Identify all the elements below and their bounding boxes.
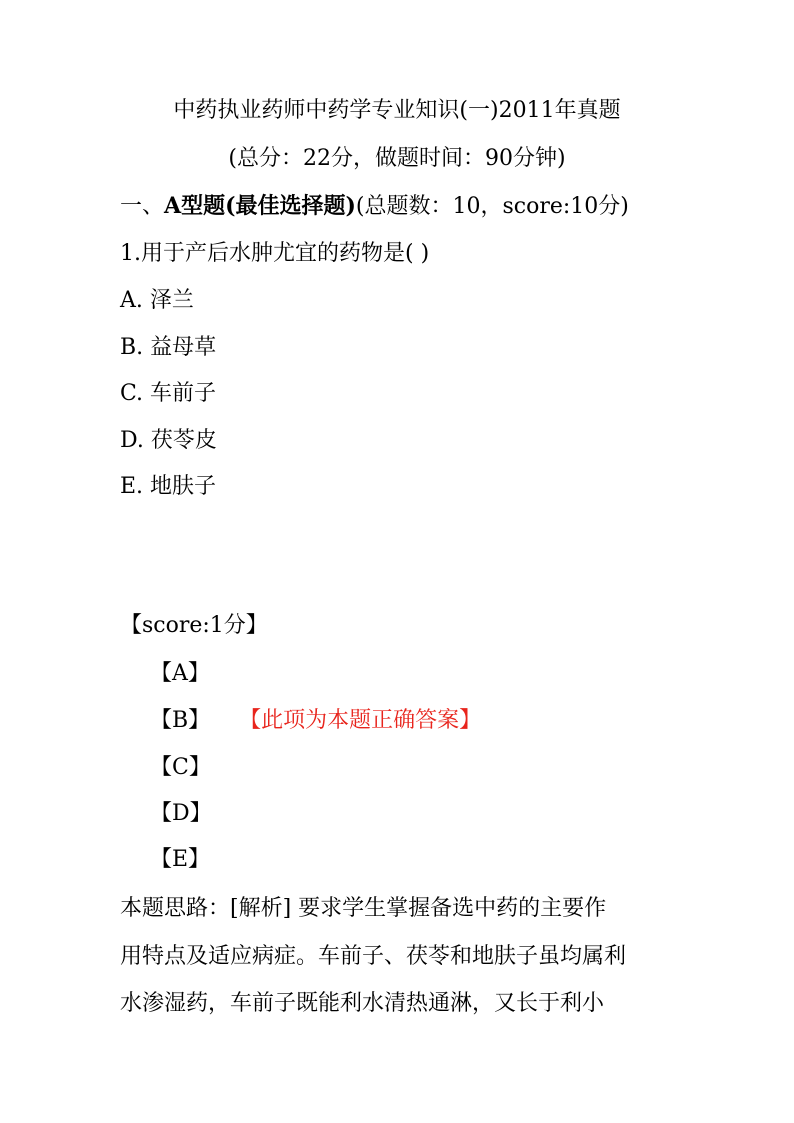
document-title: 中药执业药师中药学专业知识(一)2011年真题	[173, 98, 621, 123]
answer-choice-e: 【E】	[150, 847, 211, 872]
answer-choice-a: 【A】	[150, 661, 210, 686]
option-a: A. 泽兰	[120, 288, 194, 313]
analysis-line-2: 用特点及适应病症。车前子、茯苓和地肤子虽均属利	[120, 944, 627, 969]
question-stem: 1.用于产后水肿尤宜的药物是( )	[120, 241, 430, 266]
analysis-line-1: 本题思路：[解析] 要求学生掌握备选中药的主要作	[120, 896, 607, 921]
option-e: E. 地肤子	[120, 474, 217, 499]
analysis-line-3: 水渗湿药，车前子既能利水清热通淋，又长于利小	[120, 991, 605, 1016]
option-d: D. 茯苓皮	[120, 428, 217, 453]
option-b: B. 益母草	[120, 335, 217, 360]
answer-choice-b: 【B】	[150, 708, 211, 733]
section-prefix: 一、	[120, 194, 165, 219]
answer-choice-c: 【C】	[150, 755, 211, 780]
section-info: (总题数：10，score:10分)	[355, 194, 629, 219]
section-name: A型题(最佳选择题)	[164, 193, 356, 219]
document-subtitle: (总分：22分，做题时间：90分钟)	[228, 146, 566, 171]
answer-score: 【score:1分】	[120, 613, 268, 638]
correct-answer-note: 【此项为本题正确答案】	[250, 708, 482, 733]
section-heading	[120, 191, 629, 222]
option-c: C. 车前子	[120, 381, 217, 406]
answer-choice-b-row	[150, 706, 481, 736]
answer-choice-d: 【D】	[150, 801, 212, 826]
